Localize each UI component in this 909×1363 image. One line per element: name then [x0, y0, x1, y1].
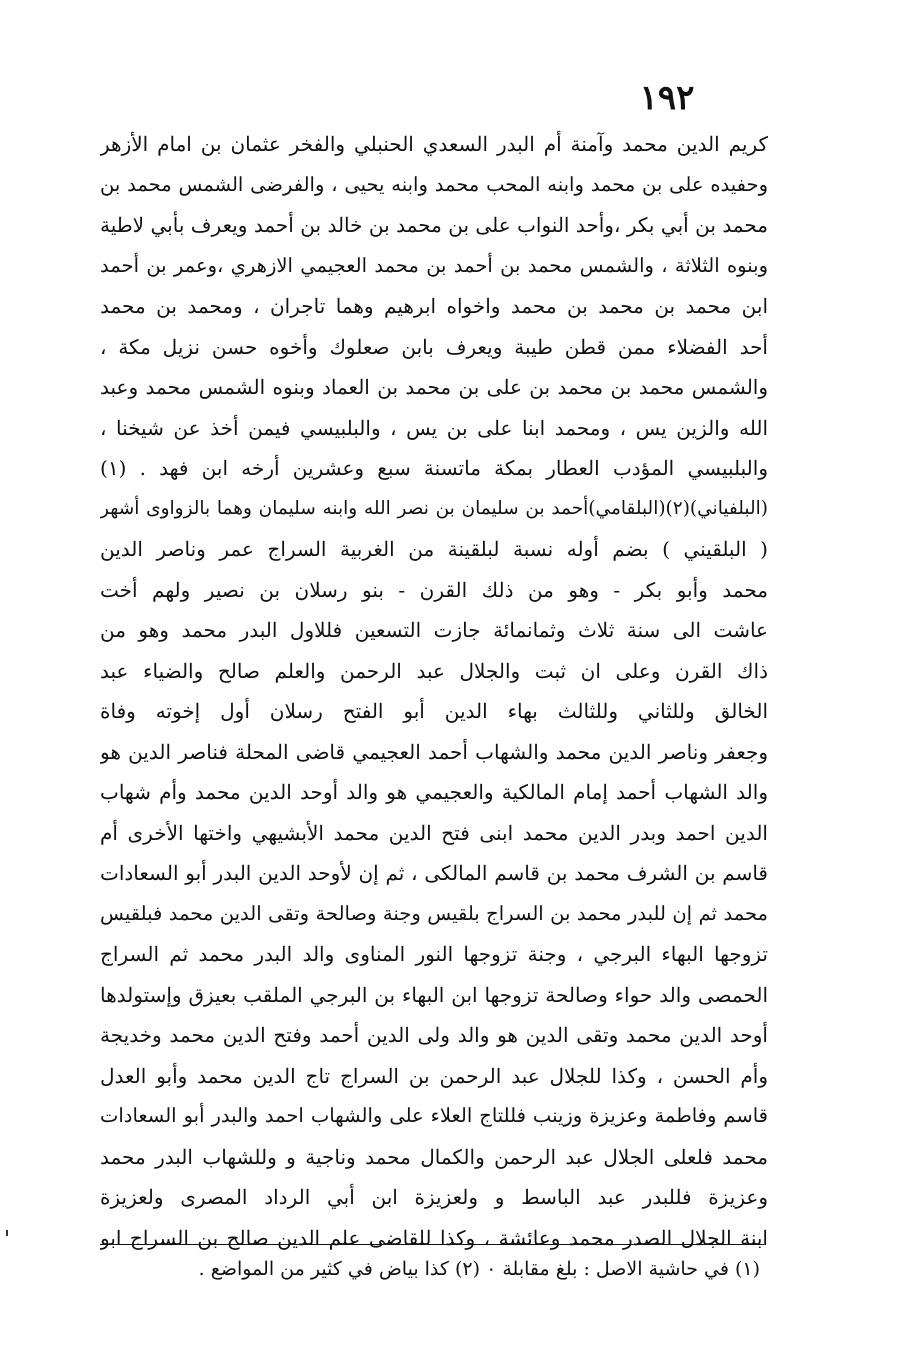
- text-line: قاسم بن الشرف محمد بن قاسم المالكى ، ثم إن لأوحد الدين البدر أبو السعادات: [100, 861, 768, 885]
- text-line: أحد الفضلاء ممن قطن طيبة ويعرف بابن صعلوك وأخوه حسن نزيل مكة ،: [100, 334, 768, 359]
- page-number: ١٩٢: [639, 78, 695, 118]
- text-line: عاشت الى سنة ثلاث وثمانمائة جازت التسعين فللاول البدر محمد وهو من: [100, 618, 768, 642]
- text-line: قاسم وفاطمة وعزيزة وزينب فللتاج العلاء على والشهاب احمد والبدر أبو السعادات: [100, 1104, 768, 1127]
- text-line: ابن محمد بن محمد بن محمد واخواه ابرهيم وهما تاجران ، ومحمد بن محمد: [100, 294, 768, 318]
- text-line: محمد ثم إن للبدر محمد بن السراج بلقيس وجنة وصالحة وتقى الدين محمد فبلقيس: [100, 901, 768, 925]
- text-line: ( البلقيني ) بضم أوله نسبة لبلقينة من الغربية السراج عمر وناصر الدين: [100, 537, 768, 561]
- text-line: الله والزين يس ، ومحمد ابنا على بن يس ، والبلبيسي فيمن أخذ عن شيخنا ،: [100, 415, 768, 440]
- text-line: وعزيزة فللبدر عبد الباسط و ولعزيزة ابن أبي الرداد المصرى ولعزيزة: [100, 1185, 768, 1209]
- text-line: والبلبيسي المؤدب العطار بمكة ماتسنة سبع وعشرين أرخه ابن فهد . (١): [100, 456, 768, 480]
- text-line: الخالق وللثاني وللثالث بهاء الدين أبو الفتح رسلان أول إخوته وفاة: [100, 699, 768, 723]
- text-line: محمد وأبو بكر - وهو من ذلك القرن - بنو رسلان بن نصير ولهم أخت: [100, 577, 768, 602]
- text-line: تزوجها البهاء البرجي ، وجنة تزوجها النور المناوى والد البدر محمد ثم السراج: [100, 942, 768, 966]
- text-line: كريم الدين محمد وآمنة أم البدر السعدي الحنبلي والفخر عثمان بن امام الأزهر: [100, 132, 768, 156]
- text-line: وحفيده على بن محمد وابنه المحب محمد وابنه يحيى ، والفرضى الشمس محمد بن: [100, 172, 768, 196]
- scan-mark: [6, 1230, 8, 1236]
- text-line: (البلفياني)(٢)(البلقامي)أحمد بن سليمان بن نصر الله وابنه سليمان وهما بالزواوى أشهر: [100, 497, 768, 519]
- text-line: الحمصى والد حواء وصالحة تزوجها ابن البهاء بن البرجي الملقب بعيزق وإستولدها: [100, 982, 768, 1007]
- text-line: أوحد الدين محمد وتقى الدين هو والد ولى الدين أحمد وفتح الدين محمد وخديجة: [100, 1023, 768, 1047]
- text-line: وجعفر وناصر الدين محمد والشهاب أحمد العجيمي قاضى المحلة فناصر الدين هو: [100, 739, 768, 764]
- text-line: محمد بن أبي بكر ،وأحد النواب على بن محمد بن خالد بن أحمد ويعرف بأبي لاطية: [100, 213, 768, 237]
- body-text: [100, 124, 768, 1258]
- text-line: ابنة الجلال الصدر محمد وعائشة ، وكذا للقاضى علم الدين صالح بن السراج ابو: [100, 1225, 768, 1250]
- text-line: محمد فلعلى الجلال عبد الرحمن والكمال محمد وناجية و وللشهاب البدر محمد: [100, 1144, 768, 1169]
- text-line: الدين احمد وبدر الدين محمد ابنى فتح الدين محمد الأبشيهي واختها الأخرى أم: [100, 820, 768, 845]
- footnote: (١) في حاشية الاصل : بلغ مقابلة ۰ (٢) كذا بياض في كثير من المواضع .: [198, 1258, 760, 1280]
- text-line: وبنوه الثلاثة ، والشمس محمد بن أحمد بن محمد العجيمي الازهري ،وعمر بن أحمد: [100, 253, 768, 277]
- footnote-divider: [100, 1244, 764, 1245]
- text-line: وأم الحسن ، وكذا للجلال عبد الرحمن بن السراج تاج الدين محمد وأبو العدل: [100, 1063, 768, 1088]
- text-line: والشمس محمد بن محمد بن على بن محمد بن العماد وبنوه الشمس محمد وعبد: [100, 375, 768, 399]
- text-line: ذاك القرن وعلى ان ثبت والجلال عبد الرحمن والعلم صالح والضياء عبد: [100, 658, 768, 683]
- text-line: والد الشهاب أحمد إمام المالكية والعجيمي هو والد أوحد الدين محمد وأم شهاب: [100, 780, 768, 804]
